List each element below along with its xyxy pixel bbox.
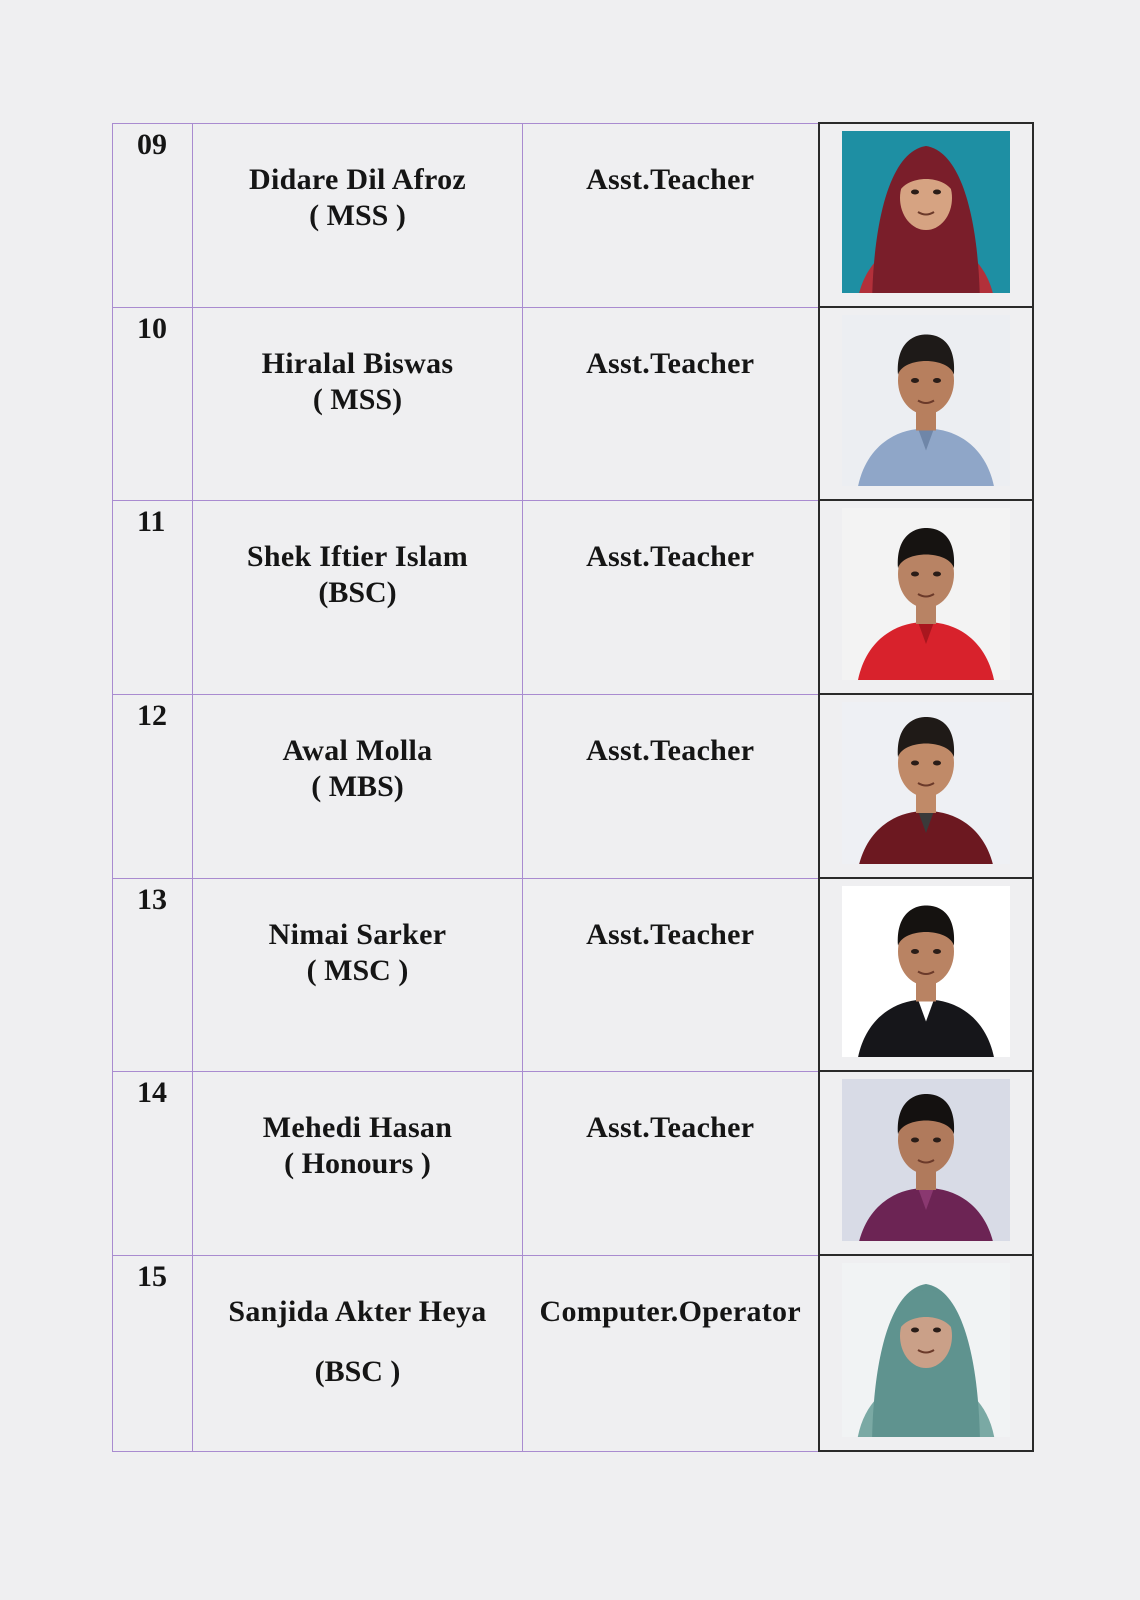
staff-qualification: (BSC ) [314,1354,401,1388]
name-cell [193,1255,523,1451]
staff-photo [842,315,1010,486]
serial-number: 09 [137,127,167,161]
portrait-image [842,886,1010,1057]
staff-table-body [113,123,1033,1451]
photo-cell [819,878,1033,1071]
staff-photo [842,886,1010,1057]
designation-cell [523,878,819,1071]
serial-cell [113,1255,193,1451]
table-row [113,307,1033,500]
serial-cell [113,500,193,694]
designation-cell [523,500,819,694]
staff-name: Hiralal Biswas [261,346,454,380]
name-cell [193,500,523,694]
table-row [113,694,1033,878]
photo-cell [819,694,1033,878]
serial-number: 11 [137,504,166,538]
photo-cell [819,123,1033,307]
portrait-image [842,131,1010,293]
table-row [113,500,1033,694]
name-cell [193,878,523,1071]
staff-qualification: ( MSS) [312,382,403,416]
staff-photo [842,508,1010,680]
table-row [113,878,1033,1071]
portrait-image [842,315,1010,486]
serial-cell [113,307,193,500]
staff-designation: Asst.Teacher [586,733,755,767]
staff-photo [842,131,1010,293]
serial-cell [113,878,193,1071]
staff-qualification: ( Honours ) [284,1146,431,1180]
staff-sheet [112,122,1032,1482]
serial-cell [113,123,193,307]
staff-designation: Asst.Teacher [586,1110,755,1144]
portrait-image [842,1263,1010,1437]
name-cell [193,694,523,878]
designation-cell [523,307,819,500]
staff-qualification: ( MBS) [311,769,404,803]
designation-cell [523,694,819,878]
portrait-image [842,508,1010,680]
staff-name: Didare Dil Afroz [249,162,466,196]
staff-name: Nimai Sarker [268,917,447,951]
serial-cell [113,1071,193,1255]
staff-designation: Asst.Teacher [586,917,755,951]
name-cell [193,123,523,307]
staff-designation: Computer.Operator [539,1294,801,1328]
serial-cell [113,694,193,878]
staff-qualification: ( MSC ) [306,953,409,987]
serial-number: 15 [137,1259,167,1293]
staff-photo [842,1263,1010,1437]
staff-table [112,122,1034,1452]
photo-cell [819,1071,1033,1255]
serial-number: 14 [137,1075,167,1109]
name-cell [193,307,523,500]
serial-number: 10 [137,311,167,345]
table-row [113,1255,1033,1451]
name-cell [193,1071,523,1255]
staff-name: Mehedi Hasan [262,1110,453,1144]
staff-designation: Asst.Teacher [586,539,755,573]
staff-photo [842,1079,1010,1241]
designation-cell [523,1255,819,1451]
portrait-image [842,1079,1010,1241]
serial-number: 12 [137,698,167,732]
serial-number: 13 [137,882,167,916]
staff-name: Sanjida Akter Heya [228,1294,487,1328]
photo-cell [819,1255,1033,1451]
staff-name: Shek Iftier Islam [246,539,469,573]
staff-name: Awal Molla [282,733,433,767]
photo-cell [819,307,1033,500]
staff-designation: Asst.Teacher [586,162,755,196]
table-row [113,1071,1033,1255]
staff-designation: Asst.Teacher [586,346,755,380]
staff-qualification: (BSC) [318,575,397,609]
staff-photo [842,702,1010,864]
designation-cell [523,123,819,307]
staff-qualification: ( MSS ) [309,198,406,232]
designation-cell [523,1071,819,1255]
table-row [113,123,1033,307]
portrait-image [842,702,1010,864]
photo-cell [819,500,1033,694]
